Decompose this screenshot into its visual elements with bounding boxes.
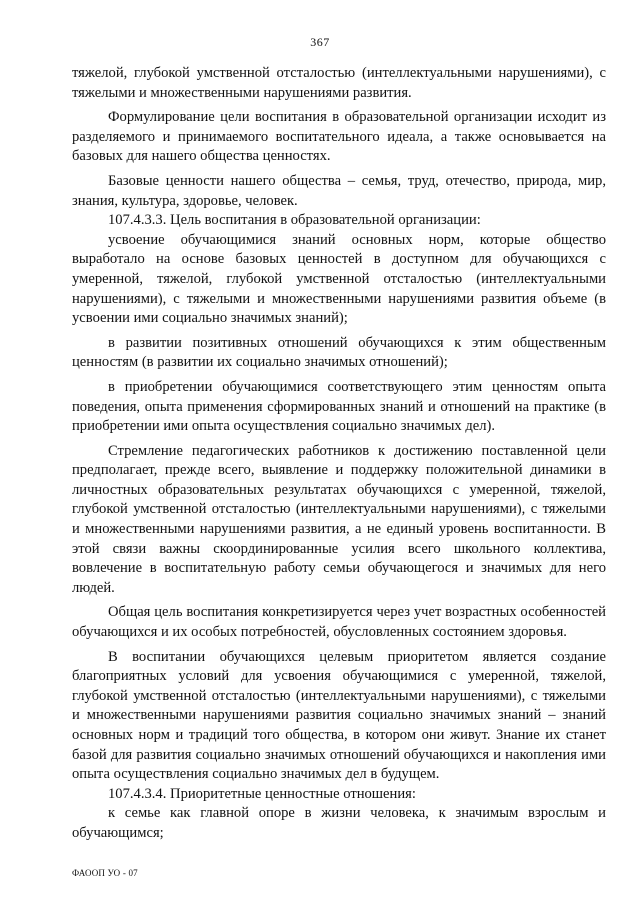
paragraph-general-goal: Общая цель воспитания конкретизируется через учет возрастных особенностей обучающихся и их особых потребностей, обусловленных состоянием здоровья.: [72, 604, 606, 641]
list-item-experience: в приобретении обучающимися соответствующего этим ценностям опыта поведения, опыта применения сформированных знаний и отношений на практике (в приобретении ими опыта осуществления социально значимых дел).: [72, 378, 606, 435]
section-heading-107-4-3-3: 107.4.3.3. Цель воспитания в образовательной организации:: [108, 212, 481, 229]
paragraph-goal-formulation: Формулирование цели воспитания в образовательной организации исходит из разделяемого и принимаемого воспитательного идеала, а также основывается на базовых для нашего общества ценностях.: [72, 109, 606, 165]
section-heading-107-4-3-4: 107.4.3.4. Приоритетные ценностные отношения:: [108, 785, 416, 802]
list-item-family: к семье как главной опоре в жизни человека, к значимым взрослым и обучающимся;: [72, 805, 606, 841]
list-item-knowledge: усвоение обучающимися знаний основных норм, которые общество выработало на основе базовых ценностей в доступном для обучающихся с умеренной, тяжелой, глубокой умственной отсталостью (интеллектуальными нарушениями), с тяжелыми и множественными нарушениями развития объеме (в усвоении ими социально значимых знаний);: [72, 231, 606, 327]
paragraph-teacher-efforts: Стремление педагогических работников к достижению поставленной цели предполагает, прежде всего, выявление и поддержку положительной динамики в личностных образовательных результатах обучающихся с умеренной, тяжелой, глубокой умственной отсталостью (интеллектуальными нарушениями), с тяжелыми и множественными нарушениями развития, а не единый уровень воспитанности. В этой связи важны скоординированные усилия всего школьного коллектива, вовлечение в воспитательную работу семьи обучающегося и значимых для него людей.: [72, 442, 606, 596]
list-item-relations: в развитии позитивных отношений обучающихся к этим общественным ценностям (в развитии их социально значимых отношений);: [72, 334, 606, 371]
paragraph-continuation: тяжелой, глубокой умственной отсталостью (интеллектуальными нарушениями), с тяжелыми и множественными нарушениями развития.: [72, 65, 606, 101]
page-body: [72, 64, 606, 844]
paragraph-basic-values: Базовые ценности нашего общества – семья, труд, отечество, природа, мир, знания, культура, здоровье, человек.: [72, 172, 606, 209]
page-number: 367: [310, 35, 330, 49]
paragraph-priority: В воспитании обучающихся целевым приоритетом является создание благоприятных условий для усвоения обучающимися с умеренной, тяжелой, глубокой умственной отсталостью (интеллектуальными нарушениями), с тяжелыми и множественными нарушениями развития социально значимых знаний – знаний основных норм и традиций того общества, в котором они живут. Знание их станет базой для развития социально значимых отношений обучающихся и накопления ими опыта осуществления социально значимых дел в будущем.: [72, 648, 606, 783]
document-footer: ФАООП УО - 07: [72, 868, 138, 878]
